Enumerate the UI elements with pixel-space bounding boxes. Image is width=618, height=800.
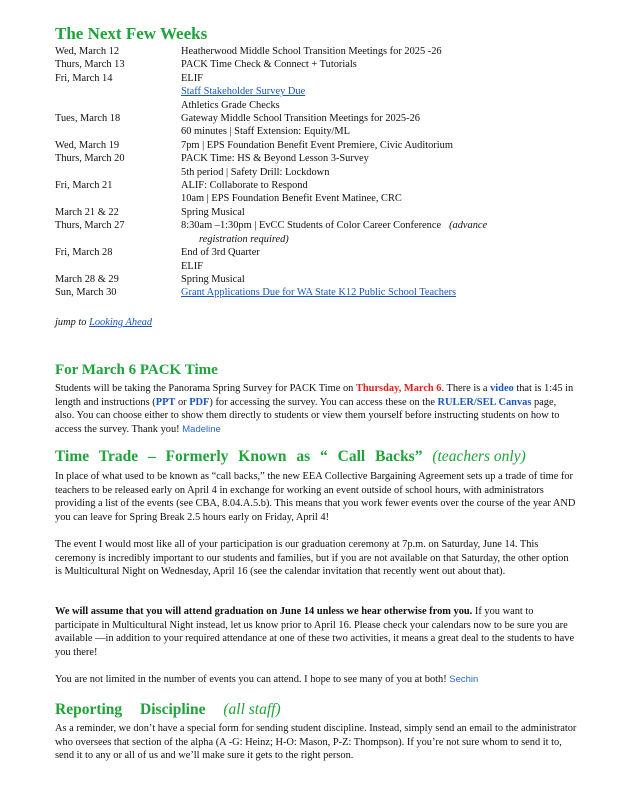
schedule-row xyxy=(55,286,575,299)
schedule-row xyxy=(55,152,575,165)
schedule-row xyxy=(55,273,575,286)
schedule-date: Fri, March 28 xyxy=(55,247,113,259)
jump-prefix: jump to xyxy=(55,317,90,328)
schedule-row xyxy=(55,192,575,205)
schedule-date: Thurs, March 20 xyxy=(55,153,125,165)
schedule-row xyxy=(55,139,575,152)
event-text: Athletics Grade Checks xyxy=(181,99,280,111)
schedule-event xyxy=(181,273,575,286)
schedule-event xyxy=(181,219,575,232)
schedule-event xyxy=(181,72,575,85)
schedule-date xyxy=(55,99,181,112)
pack-time-paragraph xyxy=(55,382,577,436)
schedule-event xyxy=(181,99,575,112)
trade-paragraph-3 xyxy=(55,605,577,659)
event-text: ALIF: Collaborate to Respond xyxy=(181,180,308,192)
schedule-date: March 28 & 29 xyxy=(55,273,119,285)
schedule-row xyxy=(55,112,575,125)
schedule-event xyxy=(181,246,575,259)
schedule-date: Fri, March 14 xyxy=(55,72,113,84)
schedule-row xyxy=(55,219,575,232)
trade-paragraph-2: The event I would most like all of your participation is our graduation ceremony at 7p.m. on Saturday, June 14. This ceremony is incredibly important to our students and families, but if you are not available on that Saturday, the other option is Multicultural Night on Wednesday, April 16 (see the calendar invitation that recently went out about that). xyxy=(55,539,569,578)
trade-text-4: You are not limited in the number of events you can attend. I hope to see many of you at both! xyxy=(55,674,450,685)
pack-time-heading: For March 6 PACK Time xyxy=(55,362,218,378)
schedule-date: Tues, March 18 xyxy=(55,113,121,125)
trade-text-3: If you want to participate in Multicultural Night instead, let us know prior to April 16. Please check your calendars now to be sure you are available —in addition to your required attendance at one of these two activities, it means a great deal to the students to have you there! xyxy=(55,606,575,658)
schedule-event xyxy=(181,260,575,273)
schedule-row xyxy=(55,85,575,98)
event-text: 8:30am –1:30pm | EvCC Students of Color Career Conference xyxy=(181,220,442,232)
schedule-event xyxy=(181,166,575,179)
next-few-weeks-heading: The Next Few Weeks xyxy=(55,24,208,43)
event-text: 10am | EPS Foundation Benefit Event Matinee, CRC xyxy=(181,193,402,205)
schedule-date xyxy=(55,125,181,138)
time-trade-audience: (teachers only) xyxy=(432,448,526,465)
pdf-link[interactable]: PDF xyxy=(189,396,210,408)
schedule-event xyxy=(181,192,575,205)
schedule-date xyxy=(55,260,181,273)
event-text: PACK Time: HS & Beyond Lesson 3-Survey xyxy=(181,153,369,165)
event-text: End of 3rd Quarter xyxy=(181,247,260,259)
pack-or: or xyxy=(175,396,190,408)
schedule-row xyxy=(55,45,575,58)
event-text: 5th period | Safety Drill: Lockdown xyxy=(181,166,330,178)
schedule-date: Wed, March 19 xyxy=(55,139,120,151)
schedule-row xyxy=(55,125,575,138)
trade-graduation-bold: We will assume that you will attend graduation on June 14 unless we hear otherwise from you. xyxy=(55,606,473,617)
event-text: Gateway Middle School Transition Meetings for 2025-26 xyxy=(181,113,420,125)
pack-signature: Madeline xyxy=(182,423,221,435)
event-text: registration required) xyxy=(199,233,289,245)
schedule-date xyxy=(55,192,181,205)
schedule-date: Wed, March 12 xyxy=(55,46,120,57)
event-text: Spring Musical xyxy=(181,273,245,285)
schedule-date xyxy=(55,233,181,246)
schedule-date: March 21 & 22 xyxy=(55,206,119,218)
discipline-audience: (all staff) xyxy=(223,701,281,718)
schedule-row xyxy=(55,206,575,219)
schedule-row xyxy=(55,72,575,85)
schedule-row xyxy=(55,233,575,246)
schedule-date: Fri, March 21 xyxy=(55,180,113,192)
schedule-event-link[interactable] xyxy=(181,85,575,98)
schedule-event xyxy=(181,152,575,165)
event-note: (advance xyxy=(449,220,488,232)
schedule-row xyxy=(55,166,575,179)
trade-signature: Sechin xyxy=(449,674,479,685)
pack-date: Thursday, March 6 xyxy=(355,383,442,394)
event-text: Spring Musical xyxy=(181,206,245,218)
event-text: ELIF xyxy=(181,260,203,272)
schedule-date: Thurs, March 13 xyxy=(55,59,125,71)
schedule-date: Sun, March 30 xyxy=(55,287,117,299)
schedule-table xyxy=(55,45,575,300)
schedule-event xyxy=(181,179,575,192)
schedule-event xyxy=(181,58,575,71)
pack-text-1: Students will be taking the Panorama Spring Survey for PACK Time on xyxy=(55,383,356,394)
event-text[interactable]: Grant Applications Due for WA State K12 Public School Teachers xyxy=(181,287,457,299)
schedule-event xyxy=(181,45,575,58)
schedule-event xyxy=(181,125,575,138)
event-text: PACK Time Check & Connect + Tutorials xyxy=(181,59,357,71)
video-link[interactable]: video xyxy=(490,383,514,394)
schedule-row xyxy=(55,58,575,71)
looking-ahead-link[interactable]: Looking Ahead xyxy=(89,317,153,328)
trade-paragraph-1: In place of what used to be known as “call backs,” the new EEA Collective Bargaining Agreement sets up a trade of time for teachers to be released early on April 4 in exchange for working an event outside of school hours, with administrators providing a list of the events (see CBA, 8.04.A.5.b). This means that you work fewer events over the course of the year AND you can leave for Spring Break 2.5 hours early on Friday, April 4! xyxy=(55,471,576,523)
pack-text-3: that is 1:45 in length and instructions ( xyxy=(55,383,574,408)
schedule-row xyxy=(55,99,575,112)
discipline-paragraph: As a reminder, we don’t have a special form for sending student discipline. Instead, simply send an email to the administrator who oversees that section of the alpha (A -G: Heinz; H-O: Mason, P-Z: Thompson). If you’re not sure whom to send it to, send it to any or all of us and we’ll make sure it gets to the right person. xyxy=(55,723,577,762)
discipline-title: Reporting Discipline xyxy=(55,701,206,718)
pack-text-4: ) for accessing the survey. You can access these on the xyxy=(209,396,438,408)
event-text: Heatherwood Middle School Transition Meetings for 2025 -26 xyxy=(181,46,442,57)
trade-paragraph-4 xyxy=(55,673,577,687)
schedule-date xyxy=(55,85,181,98)
time-trade-title: Time Trade – Formerly Known as “ Call Backs” xyxy=(55,448,423,465)
event-text: ELIF xyxy=(181,72,203,84)
schedule-event xyxy=(181,206,575,219)
jump-line xyxy=(55,317,152,328)
schedule-event xyxy=(181,112,575,125)
schedule-row xyxy=(55,260,575,273)
time-trade-heading xyxy=(55,448,526,466)
schedule-date xyxy=(55,166,181,179)
pack-text-5: page, also. You can choose either to show them directly to students or view them yourself before instructing students on how to access the survey. Thank you! xyxy=(55,396,560,435)
canvas-link[interactable]: RULER/SEL Canvas xyxy=(437,396,532,408)
schedule-date: Thurs, March 27 xyxy=(55,220,125,232)
reporting-discipline-heading xyxy=(55,701,281,719)
event-text: 60 minutes | Staff Extension: Equity/ML xyxy=(181,126,350,138)
ppt-link[interactable]: PPT xyxy=(155,396,176,408)
event-text[interactable]: Staff Stakeholder Survey Due xyxy=(181,86,306,98)
event-text: 7pm | EPS Foundation Benefit Event Premiere, Civic Auditorium xyxy=(181,139,453,151)
schedule-event xyxy=(181,233,575,246)
schedule-event-link[interactable] xyxy=(181,286,575,299)
schedule-event xyxy=(181,139,575,152)
schedule-row xyxy=(55,246,575,259)
schedule-row xyxy=(55,179,575,192)
pack-text-2: . There is a xyxy=(441,383,491,394)
